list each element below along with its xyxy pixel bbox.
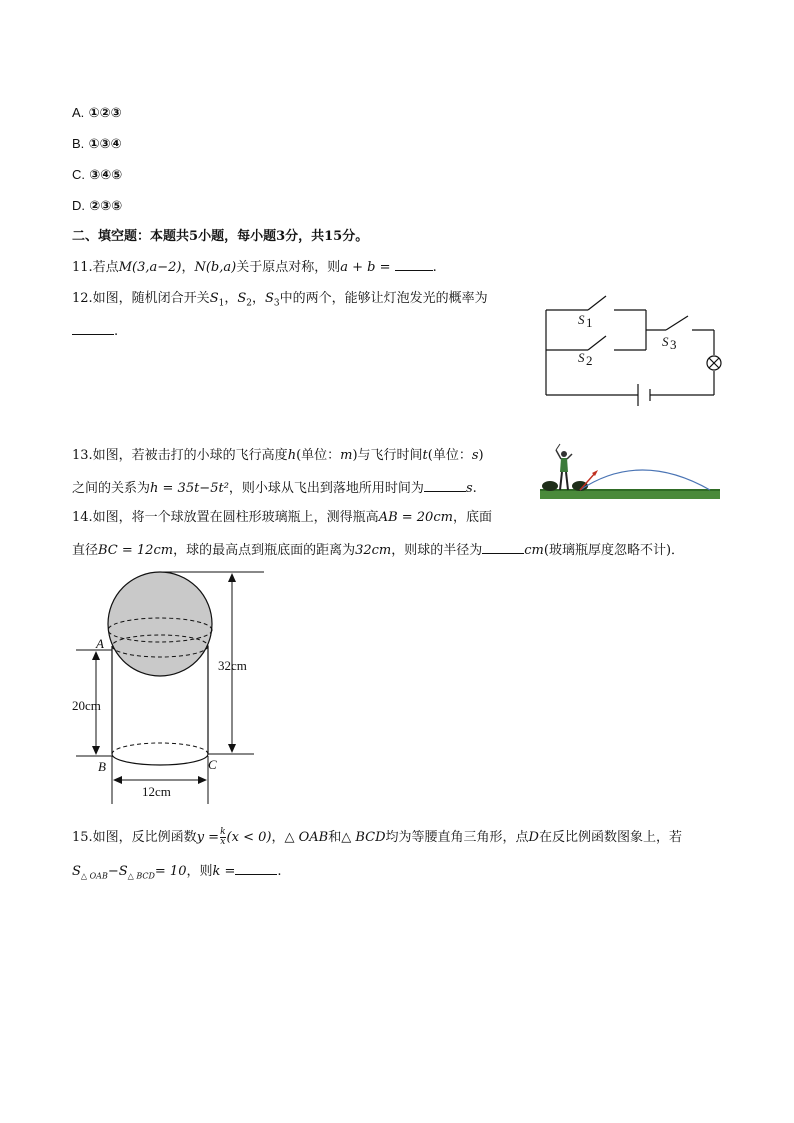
q13-text: ) xyxy=(478,448,484,463)
switch-s3: S xyxy=(265,291,274,306)
bulb-icon xyxy=(707,356,721,370)
option-c xyxy=(72,166,122,185)
option-d xyxy=(72,197,122,216)
label-32cm: 32cm xyxy=(218,658,247,673)
fraction-den: x xyxy=(220,837,226,847)
q13-text: (单位： xyxy=(296,448,341,463)
golfer-icon xyxy=(556,444,572,490)
point-n-coords: (b,a) xyxy=(205,260,237,275)
option-letter: C. xyxy=(72,167,85,182)
option-letter: B. xyxy=(72,136,85,151)
question-13 xyxy=(72,447,484,465)
q14-text: ，底面 xyxy=(452,510,492,525)
option-a xyxy=(72,104,121,123)
q13-text: )与飞行时间 xyxy=(352,448,423,463)
option-marks: ①③④ xyxy=(88,137,122,152)
q14-text: 直径 xyxy=(72,543,99,558)
switch-s2: S xyxy=(237,291,247,306)
unit-s: s xyxy=(471,448,479,463)
section-score: 3 xyxy=(276,229,286,244)
answer-blank[interactable] xyxy=(72,322,114,335)
section-text: 分，共 xyxy=(285,229,325,244)
option-letter: A. xyxy=(72,105,85,120)
question-12-answer xyxy=(72,322,118,341)
option-marks: ②③⑤ xyxy=(89,199,123,214)
answer-blank[interactable] xyxy=(235,862,277,875)
point-n: N xyxy=(194,260,206,275)
q13-text: (单位： xyxy=(427,448,472,463)
q15-domain: (x < 0) xyxy=(226,830,272,845)
q15-text: 和 xyxy=(328,830,342,845)
section-heading-text: 二、填空题：本题共 xyxy=(72,229,190,244)
q14-text: 14.如图，将一个球放置在圆柱形玻璃瓶上，测得瓶高 xyxy=(72,510,379,525)
q15-text: 15.如图，反比例函数 xyxy=(72,830,197,845)
q14-dist: 32cm xyxy=(355,543,392,558)
label-s3-sub: 3 xyxy=(670,337,677,352)
label-b: B xyxy=(98,759,106,774)
question-15 xyxy=(72,828,682,847)
q14-ab: AB = 20cm xyxy=(378,510,453,525)
question-13-line2 xyxy=(72,479,477,498)
sphere-cylinder-figure xyxy=(72,568,262,808)
q13-text: 之间的关系为 xyxy=(72,481,151,496)
q14-text: (玻璃瓶厚度忽略不计)． xyxy=(543,543,685,558)
q13-formula: h = 35t−5t² xyxy=(150,481,229,496)
q15-text: ，则 xyxy=(186,864,213,879)
section-total: 15 xyxy=(324,229,343,244)
unit-m: m xyxy=(340,448,353,463)
subscript: △ BCD xyxy=(127,871,155,881)
golfer-illustration xyxy=(540,440,720,502)
label-20cm: 20cm xyxy=(72,698,101,713)
q12-prefix: 12.如图，随机闭合开关 xyxy=(72,291,210,306)
period: . xyxy=(114,324,119,339)
unit-s: s xyxy=(465,481,473,496)
section-text: 小题，每小题 xyxy=(198,229,277,244)
label-s3: S xyxy=(662,334,669,349)
label-c: C xyxy=(208,757,217,772)
q15-text: 均为等腰直角三角形，点 xyxy=(385,830,529,845)
label-a: A xyxy=(96,636,104,651)
point-m-coords: (3,a−2) xyxy=(132,260,182,275)
q12-suffix: 中的两个，能够让灯泡发光的概率为 xyxy=(279,291,488,306)
label-s2: S xyxy=(578,350,585,365)
question-14 xyxy=(72,509,492,527)
option-b xyxy=(72,135,121,154)
question-15-line2 xyxy=(72,862,282,886)
option-marks: ③④⑤ xyxy=(89,168,123,183)
section-heading xyxy=(72,228,368,246)
q11-expression: a + b = xyxy=(340,260,391,275)
q11-text: 关于原点对称，则 xyxy=(236,260,341,275)
triangle-bcd: △ BCD xyxy=(341,830,386,845)
point-m: M xyxy=(118,260,132,275)
q13-text: 13.如图，若被击打的小球的飞行高度 xyxy=(72,448,288,463)
q15-text: 在反比例函数图象上，若 xyxy=(538,830,682,845)
unit-cm: cm xyxy=(524,543,544,558)
period: . xyxy=(472,481,477,496)
circuit-diagram xyxy=(540,290,730,402)
label-s1-sub: 1 xyxy=(586,315,593,330)
q14-text: ，则球的半径为 xyxy=(391,543,483,558)
point-d: D xyxy=(528,830,539,845)
subscript: 2 xyxy=(246,298,252,309)
subscript: 3 xyxy=(273,298,280,309)
section-text: 分。 xyxy=(342,229,369,244)
subscript: 1 xyxy=(218,298,225,309)
var-h: h xyxy=(287,448,297,463)
q14-bc: BC = 12cm xyxy=(98,543,174,558)
question-12: 12.如图，随机闭合开关$S_1$，$S_2$，$S_3$中的两个，能够让灯泡发光的概率为 xyxy=(72,291,488,309)
subscript: △ OAB xyxy=(80,871,108,881)
answer-blank[interactable] xyxy=(424,479,466,492)
fraction-num: k xyxy=(220,827,226,837)
answer-blank[interactable] xyxy=(482,541,524,554)
section-count: 5 xyxy=(189,229,199,244)
question-11 xyxy=(72,258,437,277)
q11-prefix: 11.若点 xyxy=(72,260,119,275)
separator: ， xyxy=(181,260,195,275)
option-letter: D. xyxy=(72,198,85,213)
minus: − xyxy=(107,864,119,879)
answer-blank[interactable] xyxy=(395,258,433,271)
period: . xyxy=(432,260,437,275)
label-s2-sub: 2 xyxy=(586,353,593,368)
area-s: S xyxy=(72,864,81,879)
area-s: S xyxy=(118,864,128,879)
q15-eq: = 10 xyxy=(154,864,187,879)
period: . xyxy=(277,864,282,879)
label-12cm: 12cm xyxy=(142,784,171,799)
question-14-line2 xyxy=(72,541,684,560)
q14-text: ，球的最高点到瓶底面的距离为 xyxy=(173,543,356,558)
q15-text: ， xyxy=(271,830,285,845)
q13-text: ，则小球从飞出到落地所用时间为 xyxy=(228,481,424,496)
q15-y: y = xyxy=(196,830,220,845)
fraction xyxy=(220,828,225,847)
option-marks: ①②③ xyxy=(88,106,122,121)
label-s1: S xyxy=(578,312,585,327)
triangle-oab: △ OAB xyxy=(284,830,329,845)
q15-k: k = xyxy=(212,864,236,879)
var-t: t xyxy=(422,448,428,463)
switch-s1: S xyxy=(209,291,219,306)
